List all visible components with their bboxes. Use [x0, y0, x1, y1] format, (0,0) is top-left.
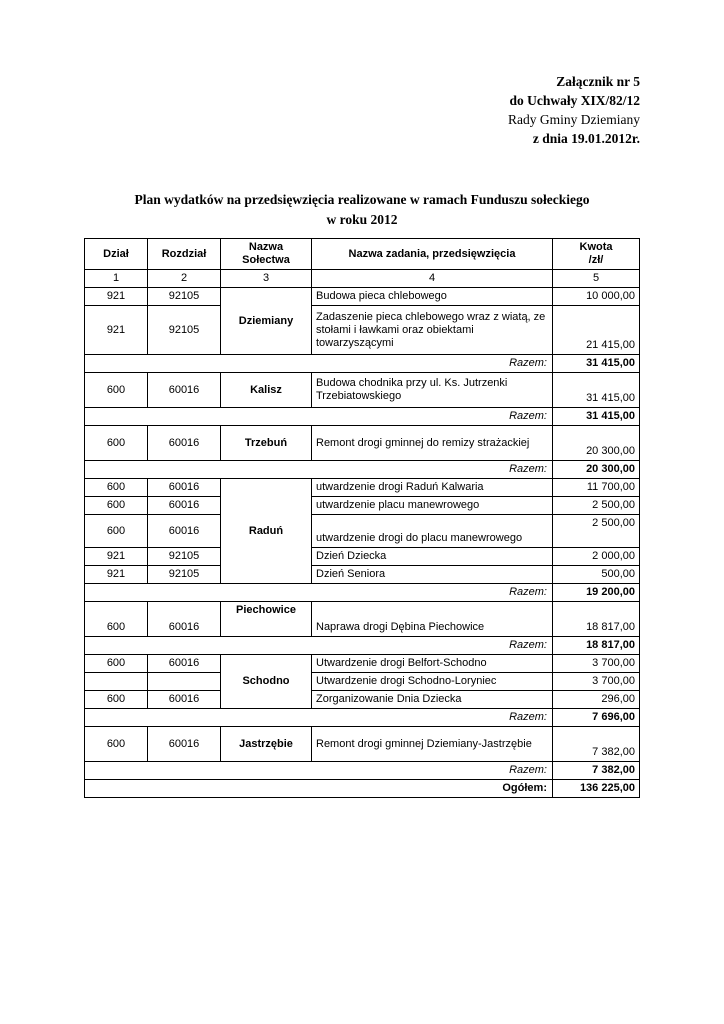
- cell-task: Budowa pieca chlebowego: [312, 288, 553, 306]
- subtotal-amount: 7 696,00: [553, 709, 640, 727]
- cell-dzial: 921: [85, 548, 148, 566]
- cell-amount: 2 000,00: [553, 548, 640, 566]
- cell-dzial: 600: [85, 655, 148, 673]
- cell-task: utwardzenie drogi Raduń Kalwaria: [312, 479, 553, 497]
- page-title: [0, 190, 724, 230]
- cell-village: Raduń: [221, 479, 312, 584]
- subtotal-label: Razem:: [85, 709, 553, 727]
- cell-amount: 500,00: [553, 566, 640, 584]
- cell-dzial: 921: [85, 566, 148, 584]
- cell-rozdzial: [148, 673, 221, 691]
- table-subtotal-row: [85, 584, 640, 602]
- total-amount: 136 225,00: [553, 780, 640, 798]
- cell-rozdzial: 60016: [148, 497, 221, 515]
- subtotal-label: Razem:: [85, 461, 553, 479]
- subtotal-label: Razem:: [85, 355, 553, 373]
- column-number-4: 4: [312, 270, 553, 288]
- subtotal-amount: 31 415,00: [553, 355, 640, 373]
- cell-dzial: 600: [85, 727, 148, 762]
- expenditure-table: [84, 238, 640, 798]
- column-header-rozdzial: Rozdział: [148, 239, 221, 270]
- cell-dzial: 600: [85, 426, 148, 461]
- column-header-dzial: Dział: [85, 239, 148, 270]
- table-row: [85, 479, 640, 497]
- header-line-4: z dnia 19.01.2012r.: [532, 131, 640, 146]
- cell-amount: 7 382,00: [553, 727, 640, 762]
- subtotal-amount: 7 382,00: [553, 762, 640, 780]
- subtotal-label: Razem:: [85, 408, 553, 426]
- column-number-2: 2: [148, 270, 221, 288]
- table-row: [85, 373, 640, 408]
- cell-amount: 21 415,00: [553, 306, 640, 355]
- subtotal-label: Razem:: [85, 584, 553, 602]
- table-row: [85, 288, 640, 306]
- cell-rozdzial: 60016: [148, 602, 221, 637]
- table-row: [85, 691, 640, 709]
- column-number-1: 1: [85, 270, 148, 288]
- column-header-soectwo-line2: Sołectwa: [242, 254, 290, 266]
- header-line-3: Rady Gminy Dziemiany: [508, 112, 640, 127]
- cell-amount: 2 500,00: [553, 497, 640, 515]
- cell-amount: 31 415,00: [553, 373, 640, 408]
- column-header-soectwo: [221, 239, 312, 270]
- cell-dzial: [85, 673, 148, 691]
- table-header-row: [85, 239, 640, 270]
- table-row: [85, 655, 640, 673]
- header-line-2: do Uchwały XIX/82/12: [509, 93, 640, 108]
- cell-rozdzial: 60016: [148, 515, 221, 548]
- table-row: [85, 673, 640, 691]
- cell-village: Kalisz: [221, 373, 312, 408]
- table-row: [85, 727, 640, 762]
- cell-dzial: 600: [85, 691, 148, 709]
- page-title-line-1: Plan wydatków na przedsięwzięcia realizowane w ramach Funduszu sołeckiego: [134, 192, 590, 207]
- table-subtotal-row: [85, 461, 640, 479]
- cell-dzial: 600: [85, 479, 148, 497]
- cell-amount: 11 700,00: [553, 479, 640, 497]
- cell-village: Trzebuń: [221, 426, 312, 461]
- cell-amount: 18 817,00: [553, 602, 640, 637]
- cell-task: Utwardzenie drogi Belfort-Schodno: [312, 655, 553, 673]
- column-number-3: 3: [221, 270, 312, 288]
- cell-task: Zadaszenie pieca chlebowego wraz z wiatą, ze stołami i ławkami oraz obiektami towarzyszącymi: [312, 306, 553, 355]
- cell-dzial: 921: [85, 306, 148, 355]
- cell-dzial: 600: [85, 497, 148, 515]
- cell-task: utwardzenie drogi do placu manewrowego: [312, 515, 553, 548]
- cell-village: Dziemiany: [221, 288, 312, 355]
- document-header: [508, 72, 640, 148]
- cell-task: Zorganizowanie Dnia Dziecka: [312, 691, 553, 709]
- column-number-5: 5: [553, 270, 640, 288]
- cell-village: Schodno: [221, 655, 312, 709]
- cell-amount: 10 000,00: [553, 288, 640, 306]
- table-column-number-row: [85, 270, 640, 288]
- table-row: [85, 306, 640, 355]
- cell-rozdzial: 60016: [148, 479, 221, 497]
- cell-rozdzial: 92105: [148, 548, 221, 566]
- cell-amount: 3 700,00: [553, 673, 640, 691]
- cell-task: utwardzenie placu manewrowego: [312, 497, 553, 515]
- cell-rozdzial: 60016: [148, 691, 221, 709]
- subtotal-amount: 19 200,00: [553, 584, 640, 602]
- column-header-soectwo-line1: Nazwa: [248, 241, 284, 253]
- cell-rozdzial: 60016: [148, 727, 221, 762]
- table-subtotal-row: [85, 408, 640, 426]
- cell-village: Jastrzębie: [221, 727, 312, 762]
- table-subtotal-row: [85, 709, 640, 727]
- cell-dzial: 921: [85, 288, 148, 306]
- table-row: [85, 566, 640, 584]
- column-header-kwota-line2: /zł/: [588, 254, 604, 266]
- cell-task: Naprawa drogi Dębina Piechowice: [312, 602, 553, 637]
- column-header-kwota: [553, 239, 640, 270]
- subtotal-amount: 20 300,00: [553, 461, 640, 479]
- cell-rozdzial: 92105: [148, 288, 221, 306]
- cell-task: Dzień Dziecka: [312, 548, 553, 566]
- cell-dzial: 600: [85, 602, 148, 637]
- cell-task: Dzień Seniora: [312, 566, 553, 584]
- cell-rozdzial: 92105: [148, 306, 221, 355]
- table-subtotal-row: [85, 637, 640, 655]
- page-title-line-2: w roku 2012: [326, 212, 398, 227]
- table-row: [85, 548, 640, 566]
- cell-task: Utwardzenie drogi Schodno-Loryniec: [312, 673, 553, 691]
- cell-amount: 296,00: [553, 691, 640, 709]
- table-row: [85, 426, 640, 461]
- cell-village: Piechowice: [221, 602, 312, 637]
- cell-amount: 3 700,00: [553, 655, 640, 673]
- table-row: [85, 602, 640, 637]
- table-total-row: [85, 780, 640, 798]
- cell-amount: 20 300,00: [553, 426, 640, 461]
- cell-task: Budowa chodnika przy ul. Ks. Jutrzenki Trzebiatowskiego: [312, 373, 553, 408]
- table-row: [85, 497, 640, 515]
- subtotal-amount: 18 817,00: [553, 637, 640, 655]
- header-line-1: Załącznik nr 5: [556, 74, 640, 89]
- cell-rozdzial: 60016: [148, 426, 221, 461]
- cell-rozdzial: 92105: [148, 566, 221, 584]
- cell-rozdzial: 60016: [148, 373, 221, 408]
- table-row: [85, 515, 640, 548]
- cell-dzial: 600: [85, 373, 148, 408]
- cell-task: Remont drogi gminnej Dziemiany-Jastrzębie: [312, 727, 553, 762]
- column-header-zadanie: Nazwa zadania, przedsięwzięcia: [312, 239, 553, 270]
- table-subtotal-row: [85, 355, 640, 373]
- cell-task: Remont drogi gminnej do remizy strażackiej: [312, 426, 553, 461]
- cell-rozdzial: 60016: [148, 655, 221, 673]
- total-label: Ogółem:: [85, 780, 553, 798]
- subtotal-amount: 31 415,00: [553, 408, 640, 426]
- cell-dzial: 600: [85, 515, 148, 548]
- subtotal-label: Razem:: [85, 762, 553, 780]
- table-subtotal-row: [85, 762, 640, 780]
- column-header-kwota-line1: Kwota: [579, 241, 613, 253]
- cell-amount: 2 500,00: [553, 515, 640, 548]
- subtotal-label: Razem:: [85, 637, 553, 655]
